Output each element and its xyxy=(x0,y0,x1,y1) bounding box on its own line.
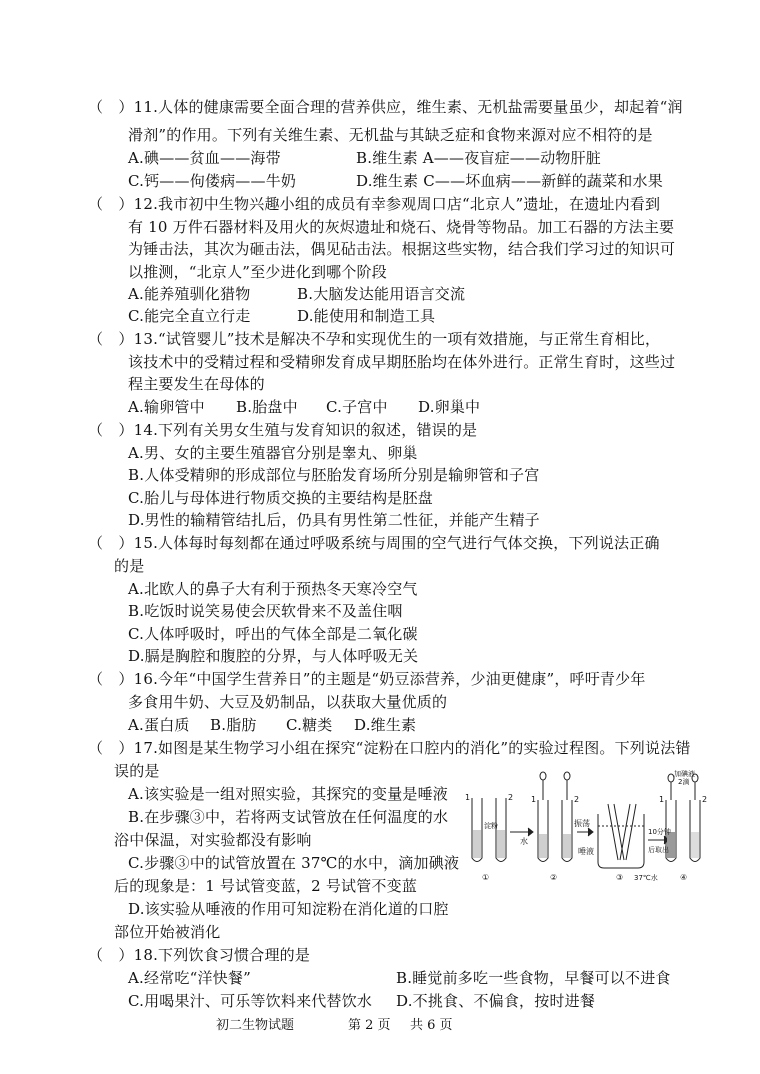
q12-option-d: D.能使用和制造工具 xyxy=(297,307,436,325)
diagram-step-1: ① xyxy=(482,873,490,882)
q11-option-b: B.维生素 A——夜盲症——动物肝脏 xyxy=(356,149,601,167)
q17-option-c-line1: C.步骤③中的试管放置在 37℃的水中，滴加碘液 xyxy=(128,854,460,872)
q11-stem-line1: （ ）11.人体的健康需要全面合理的营养供应，维生素、无机盐需要量虽少，却起着“润 xyxy=(88,98,683,116)
q16-option-a: A.蛋白质 xyxy=(128,716,190,734)
q13-option-d: D.卵巢中 xyxy=(418,398,481,416)
q13-stem-line2: 该技术中的受精过程和受精卵发育成早期胚胎均在体外进行。正常生育时，这些过 xyxy=(128,353,676,371)
q18-option-a: A.经常吃“洋快餐” xyxy=(128,969,251,987)
q13-option-a: A.输卵管中 xyxy=(128,398,205,416)
starch-digestion-experiment-diagram xyxy=(462,770,707,885)
q13-option-b: B.胎盘中 xyxy=(236,398,298,416)
q15-option-c: C.人体呼吸时，呼出的气体全部是二氧化碳 xyxy=(128,625,418,643)
q16-option-d: D.维生素 xyxy=(354,716,417,734)
q13-option-c: C.子宫中 xyxy=(326,398,388,416)
q12-stem-line4: 以推测，“北京人”至少进化到哪个阶段 xyxy=(128,263,387,281)
q12-stem-line3: 为锤击法，其次为砸击法，偶见砧击法。根据这些实物，结合我们学习过的知识可 xyxy=(128,240,676,258)
q18-option-b: B.睡觉前多吃一些食物，早餐可以不进食 xyxy=(396,969,671,987)
q17-stem-line2: 误的是 xyxy=(114,762,160,780)
q17-option-a: A.该实验是一组对照实验，其探究的变量是唾液 xyxy=(128,785,449,803)
q11-stem-line2: 滑剂”的作用。下列有关维生素、无机盐与其缺乏症和食物来源对应不相符的是 xyxy=(128,126,653,144)
footer-total-pages: 共 6 页 xyxy=(410,1018,453,1033)
q17-option-c-line2: 后的现象是：1 号试管变蓝，2 号试管不变蓝 xyxy=(114,877,418,895)
q16-stem-line2: 多食用牛奶、大豆及奶制品，以获取大量优质的 xyxy=(128,693,448,711)
diagram-arrow-label-bottom: 后取出 xyxy=(648,846,669,854)
q14-option-b: B.人体受精卵的形成部位与胚胎发育场所分别是输卵管和子宫 xyxy=(128,466,540,484)
q15-option-b: B.吃饭时说笑易使会厌软骨来不及盖住咽 xyxy=(128,602,403,620)
diagram-tube-label-5: 1 xyxy=(659,795,665,804)
q17-option-d-line1: D.该实验从唾液的作用可知淀粉在消化道的口腔 xyxy=(128,900,449,918)
q13-stem-line1: （ ）13.“试管婴儿”技术是解决不孕和实现优生的一项有效措施，与正常生育相比， xyxy=(88,330,661,348)
q12-option-a: A.能养殖驯化猎物 xyxy=(128,285,251,303)
diagram-iodine-label-1: 加碘液 xyxy=(674,770,695,778)
diagram-tube-label-6: 2 xyxy=(702,795,707,804)
q16-option-b: B.脂肪 xyxy=(210,716,257,734)
diagram-step-4: ④ xyxy=(680,873,688,882)
q11-option-c: C.钙——佝偻病——牛奶 xyxy=(128,172,297,190)
q18-stem-line1: （ ）18.下列饮食习惯合理的是 xyxy=(88,946,311,964)
q17-option-d-line2: 部位开始被消化 xyxy=(114,923,221,941)
diagram-temp-label: 37℃水 xyxy=(634,874,658,882)
diagram-saliva-label: 唾液 xyxy=(578,847,594,856)
q12-option-c: C.能完全直立行走 xyxy=(128,307,251,325)
q12-stem-line2: 有 10 万件石器材料及用火的灰烬遗址和烧石、烧骨等物品。加工石器的方法主要 xyxy=(128,218,675,236)
q17-option-b-line1: B.在步骤③中，若将两支试管放在任何温度的水 xyxy=(128,808,449,826)
diagram-tube-label-4: 2 xyxy=(574,795,580,804)
q11-option-d: D.维生素 C——坏血病——新鲜的蔬菜和水果 xyxy=(356,172,663,190)
footer-page-number: 第 2 页 xyxy=(348,1018,391,1033)
q16-option-c: C.糖类 xyxy=(286,716,333,734)
q12-stem-line1: （ ）12.我市初中生物兴趣小组的成员有幸参观周口店“北京人”遗址，在遗址内看到 xyxy=(88,195,661,213)
diagram-shake-label: 振荡 xyxy=(574,819,590,828)
diagram-tube-label-2: 2 xyxy=(508,793,514,802)
q14-option-c: C.胎儿与母体进行物质交换的主要结构是胚盘 xyxy=(128,489,433,507)
diagram-water-label: 水 xyxy=(520,837,528,846)
q17-option-b-line2: 浴中保温，对实验都没有影响 xyxy=(114,831,312,849)
diagram-tube-label-1: 1 xyxy=(465,793,471,802)
q15-stem-line1: （ ）15.人体每时每刻都在通过呼吸系统与周围的空气进行气体交换，下列说法正确 xyxy=(88,534,660,552)
q16-stem-line1: （ ）16.今年“中国学生营养日”的主题是“奶豆添营养，少油更健康”，呼吁青少年 xyxy=(88,670,646,688)
q18-option-c: C.用喝果汁、可乐等饮料来代替饮水 xyxy=(128,992,373,1010)
q15-option-a: A.北欧人的鼻子大有利于预热冬天寒冷空气 xyxy=(128,580,418,598)
footer-subject: 初二生物试题 xyxy=(216,1018,295,1033)
q14-option-a: A.男、女的主要生殖器官分别是睾丸、卵巢 xyxy=(128,444,418,462)
q14-option-d: D.男性的输精管结扎后，仍具有男性第二性征，并能产生精子 xyxy=(128,511,540,529)
q15-stem-line2: 的是 xyxy=(114,557,145,575)
q13-stem-line3: 程主要发生在母体的 xyxy=(128,375,265,393)
diagram-step-2: ② xyxy=(550,873,558,882)
q14-stem-line1: （ ）14.下列有关男女生殖与发育知识的叙述，错误的是 xyxy=(88,421,478,439)
q15-option-d: D.膈是胸腔和腹腔的分界，与人体呼吸无关 xyxy=(128,647,419,665)
diagram-step-3: ③ xyxy=(616,873,624,882)
diagram-iodine-label-2: 2滴 xyxy=(678,778,690,786)
q11-option-a: A.碘——贫血——海带 xyxy=(128,149,281,167)
q18-option-d: D.不挑食、不偏食，按时进餐 xyxy=(396,992,596,1010)
diagram-arrow-label-top: 10分钟 xyxy=(648,828,671,836)
q17-stem-line1: （ ）17.如图是某生物学习小组在探究“淀粉在口腔内的消化”的实验过程图。下列说法错 xyxy=(88,739,691,757)
diagram-tube-label-3: 1 xyxy=(531,795,537,804)
diagram-starch-label: 淀粉 xyxy=(484,822,498,830)
q12-option-b: B.大脑发达能用语言交流 xyxy=(297,285,466,303)
